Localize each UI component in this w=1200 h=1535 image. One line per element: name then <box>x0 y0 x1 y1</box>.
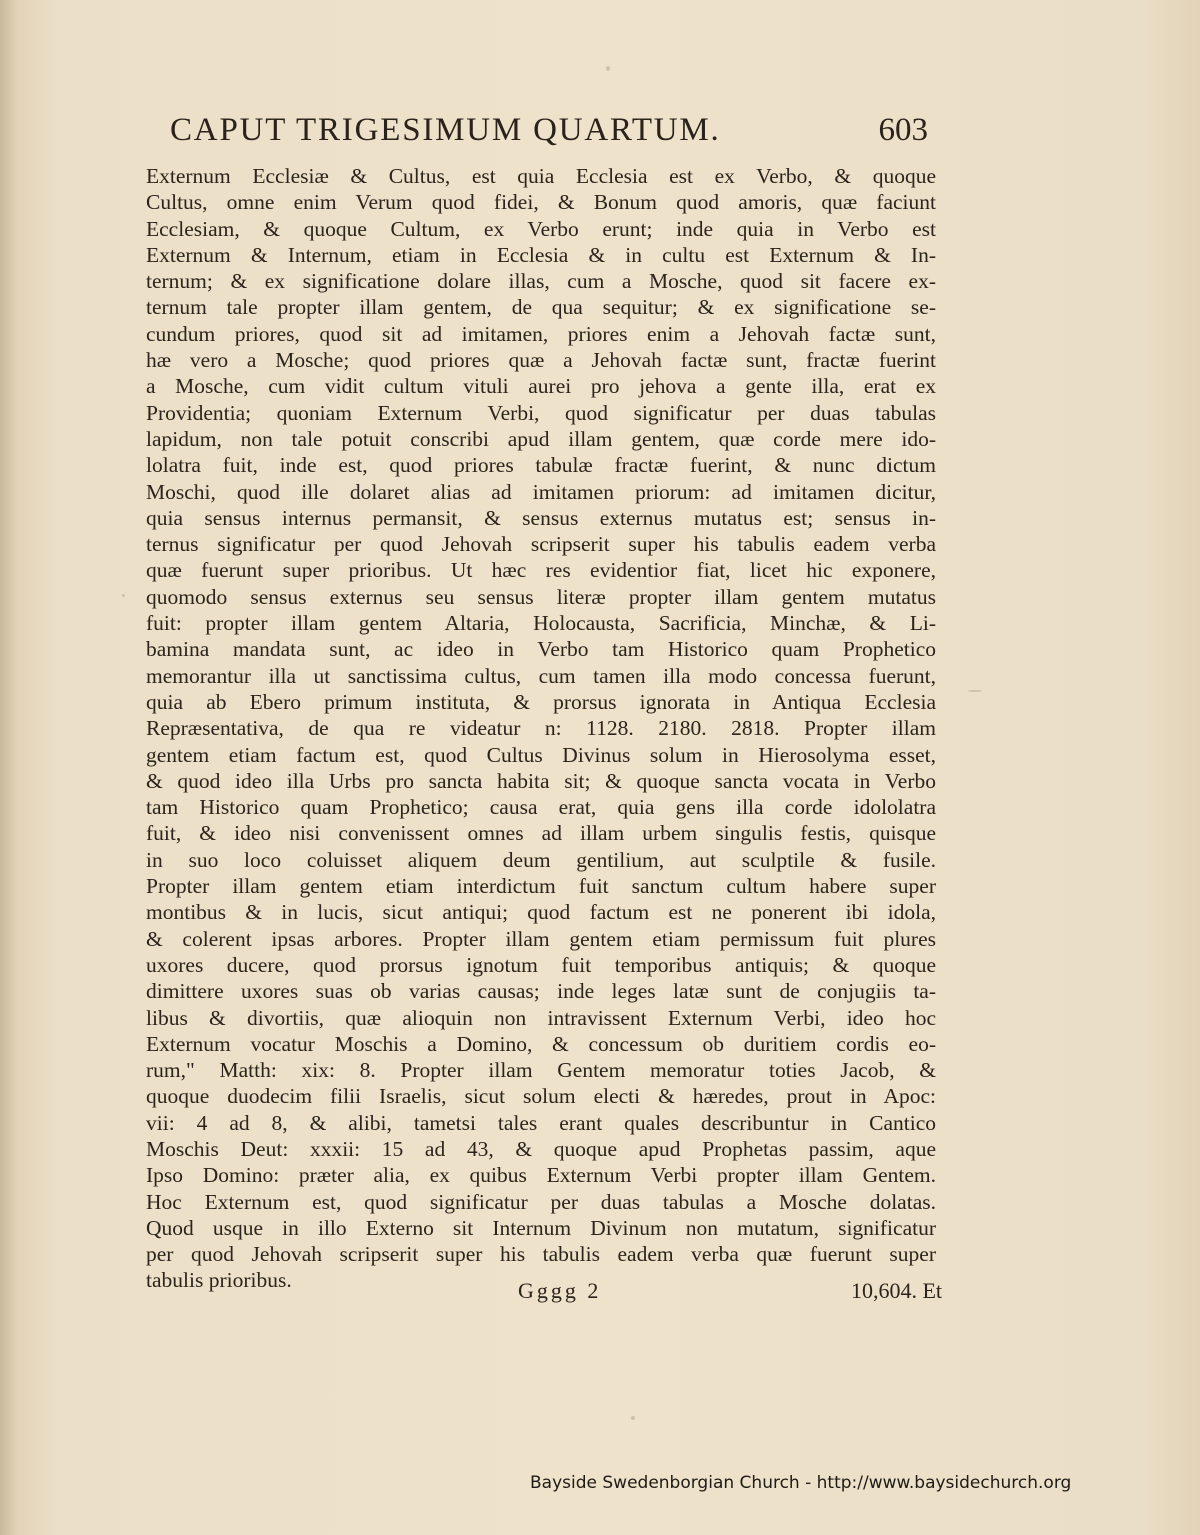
text-line: memorantur illa ut sanctissima cultus, cum tamen illa modo concessa fuerunt, <box>146 663 936 688</box>
text-line: Ecclesiam, & quoque Cultum, ex Verbo erunt; inde quia in Verbo est <box>146 216 936 241</box>
text-line: Externum & Internum, etiam in Ecclesia & in cultu est Externum & In- <box>146 242 936 267</box>
text-line: bamina mandata sunt, ac ideo in Verbo tam Historico quam Prophetico <box>146 637 936 662</box>
text-line: Ipso Domino: præter alia, ex quibus Externum Verbi propter illam Gentem. <box>146 1163 936 1188</box>
text-line: fuit: propter illam gentem Altaria, Holocausta, Sacrificia, Minchæ, & Li- <box>146 611 936 636</box>
text-line: Externum vocatur Moschis a Domino, & concessum ob duritiem cordis eo- <box>146 1031 936 1056</box>
text-line: libus & divortiis, quæ alioquin non intravissent Externum Verbi, ideo hoc <box>146 1005 936 1030</box>
text-line: quoque duodecim filii Israelis, sicut solum electi & hæredes, prout in Apoc: <box>146 1084 936 1109</box>
source-watermark: Bayside Swedenborgian Church - http://www.baysidechurch.org <box>530 1473 1072 1493</box>
text-line: Providentia; quoniam Externum Verbi, quod significatur per duas tabulas <box>146 400 936 425</box>
text-line: & colerent ipsas arbores. Propter illam gentem etiam permissum fuit plures <box>146 926 936 951</box>
text-line: dimittere uxores suas ob varias causas; inde leges latæ sunt de conjugiis ta- <box>146 979 936 1004</box>
running-title: CAPUT TRIGESIMUM QUARTUM. <box>170 112 721 148</box>
paper-speck <box>631 1416 635 1420</box>
text-line: Cultus, omne enim Verum quod fidei, & Bonum quod amoris, quæ faciunt <box>146 190 936 215</box>
text-line: ternum; & ex significatione dolare illas, cum a Mosche, quod sit facere ex- <box>146 269 936 294</box>
text-line: hæ vero a Mosche; quod priores quæ a Jehovah factæ sunt, fractæ fuerint <box>146 348 936 373</box>
text-line: ternum tale propter illam gentem, de qua sequitur; & ex significatione se- <box>146 295 936 320</box>
text-line: gentem etiam factum est, quod Cultus Divinus solum in Hierosolyma esset, <box>146 742 936 767</box>
text-line: quomodo sensus externus seu sensus literæ propter illam gentem mutatus <box>146 584 936 609</box>
text-line: tabulis prioribus. <box>146 1268 292 1293</box>
text-line: rum," Matth: xix: 8. Propter illam Gentem memoratur toties Jacob, & <box>146 1058 936 1083</box>
text-line: cundum priores, quod sit ad imitamen, priores enim a Jehovah factæ sunt, <box>146 321 936 346</box>
text-line: Moschi, quod ille dolaret alias ad imitamen priorum: ad imitamen dicitur, <box>146 479 936 504</box>
text-line: Quod usque in illo Externo sit Internum Divinum non mutatum, significatur <box>146 1215 936 1240</box>
text-line: in suo loco coluisset aliquem deum gentilium, aut sculptile & fusile. <box>146 847 936 872</box>
text-line: vii: 4 ad 8, & alibi, tametsi tales erant quales describuntur in Cantico <box>146 1110 936 1135</box>
signature-mark: Gggg 2 <box>518 1278 602 1303</box>
text-line: a Mosche, cum vidit cultum vituli aurei pro jehova a gente illa, erat ex <box>146 374 936 399</box>
paper-speck <box>122 594 125 597</box>
text-line: quia sensus internus permansit, & sensus externus mutatus est; sensus in- <box>146 505 936 530</box>
text-line: & quod ideo illa Urbs pro sancta habita sit; & quoque sancta vocata in Verbo <box>146 768 936 793</box>
paper-speck <box>968 690 982 692</box>
text-line: Repræsentativa, de qua re videatur n: 1128. 2180. 2818. Propter illam <box>146 716 936 741</box>
text-line: quæ fuerunt super prioribus. Ut hæc res evidentior fiat, licet hic exponere, <box>146 558 936 583</box>
text-line: uxores ducere, quod prorsus ignotum fuit temporibus antiquis; & quoque <box>146 952 936 977</box>
page-number: 603 <box>878 112 928 148</box>
text-line: lapidum, non tale potuit conscribi apud illam gentem, quæ corde mere ido- <box>146 426 936 451</box>
body-text <box>146 163 936 1294</box>
text-line: lolatra fuit, inde est, quod priores tabulæ fractæ fuerint, & nunc dictum <box>146 453 936 478</box>
page-footer <box>146 1278 942 1310</box>
text-line: per quod Jehovah scripserit super his tabulis eadem verba quæ fuerunt super <box>146 1242 936 1267</box>
text-line: Propter illam gentem etiam interdictum fuit sanctum cultum habere super <box>146 874 936 899</box>
text-line: Moschis Deut: xxxii: 15 ad 43, & quoque apud Prophetas passim, aque <box>146 1136 936 1161</box>
text-line: Hoc Externum est, quod significatur per duas tabulas a Mosche dolatas. <box>146 1189 936 1214</box>
text-line: ternus significatur per quod Jehovah scripserit super his tabulis eadem verba <box>146 532 936 557</box>
paper-speck <box>606 66 610 71</box>
catchword: 10,604. Et <box>850 1278 942 1303</box>
text-line: Externum Ecclesiæ & Cultus, est quia Ecclesia est ex Verbo, & quoque <box>146 164 936 188</box>
text-line: quia ab Ebero primum instituta, & prorsus ignorata in Antiqua Ecclesia <box>146 689 936 714</box>
text-line: tam Historico quam Prophetico; causa erat, quia gens illa corde idololatra <box>146 795 936 820</box>
page-header <box>170 112 930 162</box>
text-line: fuit, & ideo nisi convenissent omnes ad illam urbem singulis festis, quisque <box>146 821 936 846</box>
text-line: montibus & in lucis, sicut antiqui; quod factum est ne ponerent ibi idola, <box>146 900 936 925</box>
